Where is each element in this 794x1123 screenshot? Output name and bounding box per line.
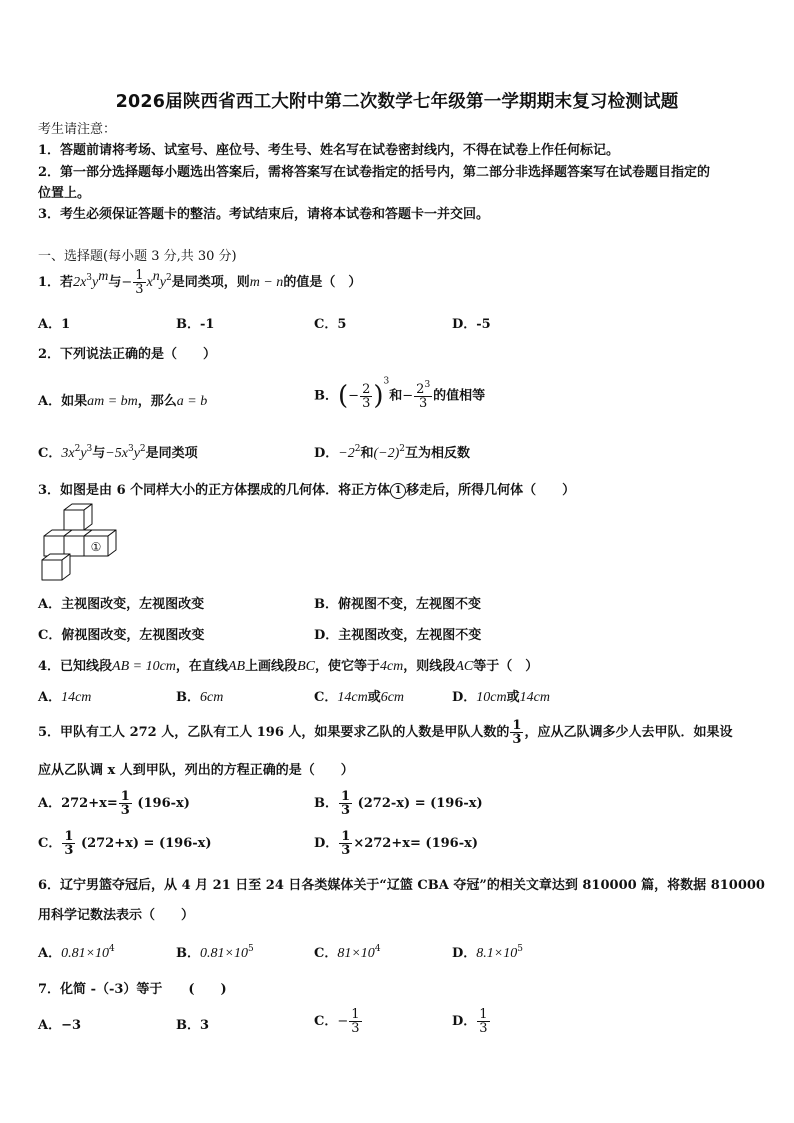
q5-line-2: 应从乙队调 x 人到甲队，列出的方程正确的是（ ） [38,763,354,778]
q5-option-b[interactable]: B． $\frac{1}{3}$ (272-x) = (196-x) [314,789,483,818]
q1-expr: m − n [249,275,284,290]
q1-term: y [159,275,166,290]
q1-neg: − [121,275,133,290]
q1-fraction: $\frac{1}{3}$ [135,268,144,297]
q1-mid: 与 [108,275,122,290]
q7-option-b[interactable]: B．3 [176,1018,210,1033]
notice-item-2-cont: 位置上。 [38,186,91,201]
page-title: 2026届陕西省西工大附中第二次数学七年级第一学期期末复习检测试题 [115,92,679,112]
q1-number: 1． [38,275,61,290]
q7-option-a[interactable]: A．−3 [38,1018,82,1033]
q2-option-b[interactable]: B．(− $\frac{2}{3}$ )$^3$和− $\frac{2^3}{3}$ 的值相等 [314,376,486,411]
notice-item-3: 3．考生必须保证答题卡的整洁。考试结束后，请将本试卷和答题卡一并交回。 [38,207,490,222]
q5-line-1: 5．甲队有工人 272 人，乙队有工人 196 人，如果要求乙队的人数是甲队人数的 $\frac{1}{3}$ ，应从乙队调多少人去甲队．如果设 [38,718,733,747]
question-1 [38,266,361,300]
q2-option-c[interactable]: C．$3x^2y^3$与$-5x^3y^2$是同类项 [38,444,198,461]
q1-term: x [146,275,153,290]
notice-item-2: 2．第一部分选择题每小题选出答案后，需将答案写在试卷指定的括号内，第二部分非选择题答案写在试卷题目指定的 [38,165,711,180]
q1-exp: 2 [166,273,172,283]
q5-option-c[interactable]: C． $\frac{1}{3}$ (272+x) = (196-x) [38,829,212,858]
q2-option-a[interactable]: A．如果am = bm，那么a = b [38,394,208,409]
q1-term: y [92,275,99,290]
q1-term: 2x [73,275,87,290]
q3-option-b[interactable]: B．俯视图不变，左视图不变 [314,597,481,612]
section-heading: 一、选择题(每小题 3 分,共 30 分) [38,249,237,264]
q7-option-d[interactable]: D． $\frac{1}{3}$ [452,1007,488,1036]
circle-number-icon: 1 [390,483,406,499]
q7-option-c[interactable]: C．− $\frac{1}{3}$ [314,1007,360,1036]
q1-exp: m [98,269,109,284]
q6-option-d[interactable]: D．$8.1\times 10^5$ [452,944,523,961]
q4-stem: 4．已知线段AB = 10cm，在直线AB上画线段BC，使它等于4cm，则线段AC等于（ ） [38,659,539,674]
cube-front-face [64,510,84,530]
q1-exp: 3 [86,273,93,283]
q1-option-c[interactable]: C．5 [314,317,347,332]
q2-stem: 2．下列说法正确的是（ ） [38,347,217,362]
q3-stem: 3．如图是由 6 个同样大小的正方体摆成的几何体．将正方体 1 移走后，所得几何体（ ） [38,483,576,498]
q3-option-a[interactable]: A．主视图改变，左视图改变 [38,597,205,612]
q4-option-d[interactable]: D．10cm或14cm [452,690,550,705]
q6-option-a[interactable]: A．$0.81\times 10^4$ [38,944,115,961]
q5-option-a[interactable]: A．272+x= $\frac{1}{3}$ (196-x) [38,789,190,818]
q4-option-c[interactable]: C．14cm或6cm [314,690,405,705]
q4-option-b[interactable]: B．6cm [176,690,224,705]
q1-option-a[interactable]: A．1 [38,317,71,332]
q6-line-1: 6．辽宁男篮夺冠后，从 4 月 21 日至 24 日各类媒体关于“辽篮 CBA 夺冠”的相关文章达到 810000 篇，将数据 810000 [38,878,765,893]
notice-item-1: 1．答题前请将考场、试室号、座位号、考生号、姓名写在试卷密封线内，不得在试卷上作任何标记。 [38,143,620,158]
q6-option-c[interactable]: C．$81\times 10^4$ [314,944,381,961]
q5-option-d[interactable]: D． $\frac{1}{3}$ ×272+x= (196-x) [314,829,479,858]
cube-label: ① [90,540,102,554]
q7-stem: 7．化简 -（-3）等于 ( ) [38,982,227,997]
q1-option-b[interactable]: B．-1 [176,317,215,332]
q1-option-d[interactable]: D．-5 [452,317,491,332]
q2-option-d[interactable]: D．$-2^2$和$(-2)^2$互为相反数 [314,444,471,461]
q6-line-2: 用科学记数法表示（ ） [38,908,195,923]
q4-option-a[interactable]: A．14cm [38,690,92,705]
q1-post: 是同类项，则 [171,275,250,290]
q1-pre: 若 [60,275,74,290]
q1-exp: n [152,269,160,284]
q1-tail: 的值是（ ） [283,275,362,290]
q6-option-b[interactable]: B．$0.81\times 10^5$ [176,944,254,961]
cube-figure [36,502,122,584]
notice-heading: 考生请注意： [38,122,117,137]
q3-option-d[interactable]: D．主视图改变，左视图不变 [314,628,482,643]
q3-option-c[interactable]: C．俯视图改变，左视图改变 [38,628,205,643]
